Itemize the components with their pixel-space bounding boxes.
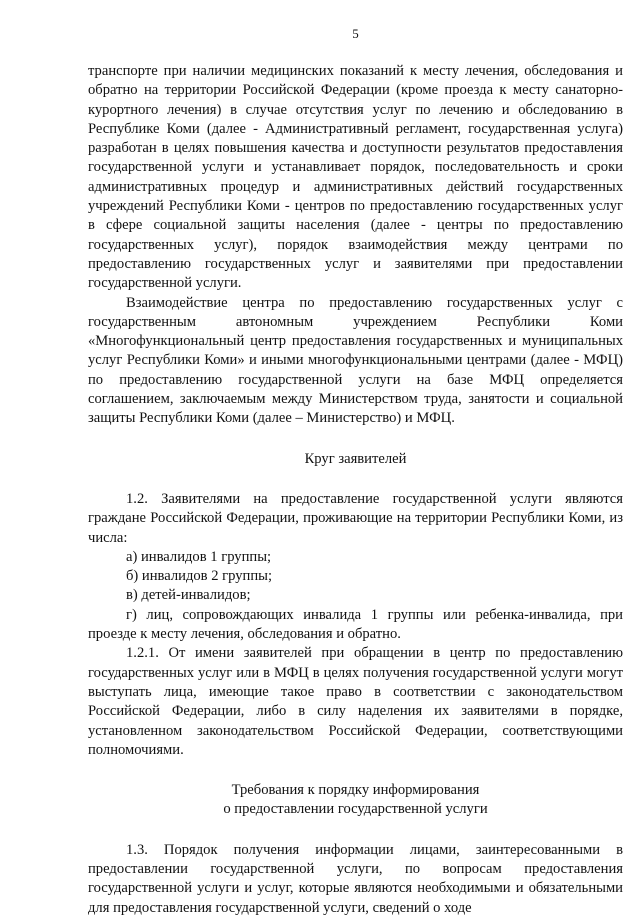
list-item: г) лиц, сопровождающих инвалида 1 группы или ребенка-инвалида, при проезде к месту лечения, обследования и обратно. [88, 606, 623, 643]
section-heading-info-line-1: Требования к порядку информирования [231, 782, 480, 799]
applicants-intro-paragraph: 1.2. Заявителями на предоставление государственной услуги являются граждане Российской Федерации, проживающие на территории Республики Коми, из числа: [88, 490, 623, 546]
list-item: в) детей-инвалидов; [126, 587, 251, 604]
list-item: б) инвалидов 2 группы; [126, 568, 273, 585]
section-heading-info-line-2: о предоставлении государственной услуги [223, 801, 488, 818]
info-paragraph: 1.3. Порядок получения информации лицами, заинтересованными в предоставлении государственной услуги, по вопросам предоставления государственной услуги и услуг, которые являются необходимыми и обязательными для предоставления государственной услуги, сведений о ходе [88, 841, 623, 916]
section-heading-applicants: Круг заявителей [304, 450, 407, 467]
page-number: 5 [352, 26, 359, 41]
intro-paragraph-1: транспорте при наличии медицинских показаний к месту лечения, обследования и обратно на территории Российской Федерации (кроме проезда к месту санаторно-курортного лечения) в случае отсутствия услуг по лечению и обследованию в Республике Коми (далее - Административный регламент, государственная услуга) разработан в целях повышения качества и доступности результатов предоставления государственной услуги и устанавливает порядок, последовательность и сроки административных процедур и административных действий государственных учреждений Республики Коми - центров по предоставлению государственных услуг в сфере социальной защиты населения (далее - центры по предоставлению государственных услуг), порядок взаимодействия между центрами по предоставлению государственных услуг и заявителями при предоставлении государственной услуги. [88, 63, 623, 292]
representatives-paragraph: 1.2.1. От имени заявителей при обращении в центр по предоставлению государственных услуг или в МФЦ в целях получения государственной услуги могут выступать лица, имеющие такое право в соответствии с законодательством Российской Федерации, либо в силу наделения их заявителями в порядке, установленном законодательством Российской Федерации, соответствующими полномочиями. [88, 645, 623, 758]
applicants-list [88, 548, 623, 644]
intro-paragraph-2: Взаимодействие центра по предоставлению государственных услуг с государственным автономным учреждением Республики Коми «Многофункциональный центр предоставления государственных и муниципальных услуг Республики Коми» и иными многофункциональными центрами (далее - МФЦ) по предоставлению государственной услуги на базе МФЦ определяется соглашением, заключаемым между Министерством труда, занятости и социальной защиты Республики Коми (далее – Министерство) и МФЦ. [88, 294, 623, 427]
list-item: а) инвалидов 1 группы; [126, 548, 272, 565]
document-page [88, 26, 623, 918]
